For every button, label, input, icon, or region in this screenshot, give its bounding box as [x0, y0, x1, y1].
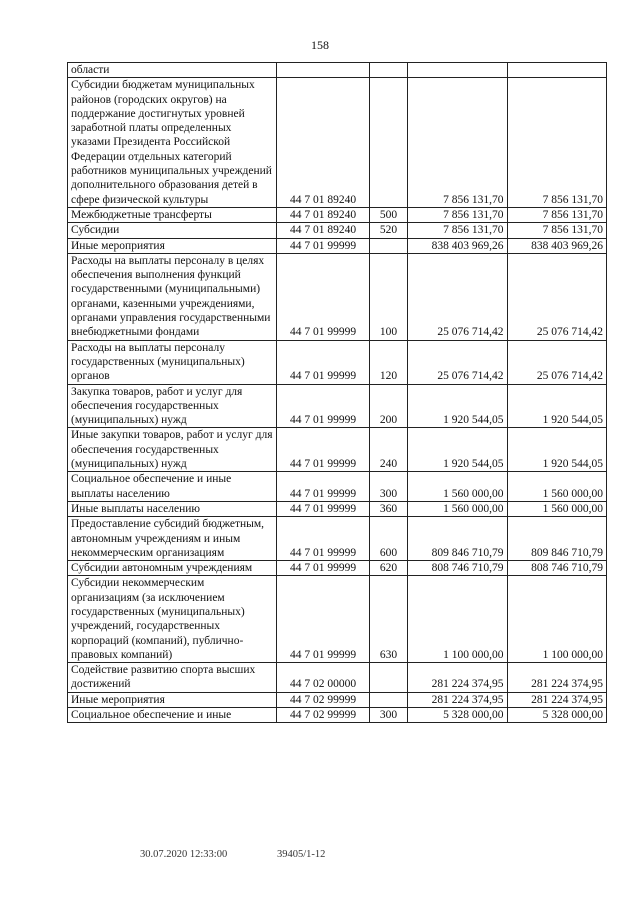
cell-amount-1: 1 920 544,05 — [408, 428, 508, 472]
table-row — [68, 238, 607, 253]
cell-type: 300 — [370, 472, 408, 502]
cell-type — [370, 692, 408, 707]
cell-amount-1: 808 746 710,79 — [408, 561, 508, 576]
cell-type: 300 — [370, 708, 408, 723]
cell-amount-2: 838 403 969,26 — [507, 238, 607, 253]
cell-type — [370, 238, 408, 253]
cell-code — [277, 63, 370, 78]
cell-amount-2: 1 560 000,00 — [507, 501, 607, 516]
cell-amount-2: 7 856 131,70 — [507, 78, 607, 208]
cell-name: Предоставление субсидий бюджетным, автономным учреждениям и иным некоммерческим организациям — [68, 517, 277, 561]
cell-amount-1: 281 224 374,95 — [408, 692, 508, 707]
cell-code: 44 7 01 89240 — [277, 223, 370, 238]
cell-type: 630 — [370, 576, 408, 663]
cell-amount-2: 1 100 000,00 — [507, 576, 607, 663]
cell-amount-2: 1 920 544,05 — [507, 384, 607, 428]
cell-name: Иные закупки товаров, работ и услуг для обеспечения государственных (муниципальных) нужд — [68, 428, 277, 472]
cell-amount-2: 1 560 000,00 — [507, 472, 607, 502]
cell-name: области — [68, 63, 277, 78]
cell-name: Субсидии — [68, 223, 277, 238]
cell-code: 44 7 01 99999 — [277, 340, 370, 384]
cell-code: 44 7 01 99999 — [277, 517, 370, 561]
table-row — [68, 517, 607, 561]
cell-type — [370, 63, 408, 78]
cell-amount-2: 25 076 714,42 — [507, 340, 607, 384]
cell-amount-1: 25 076 714,42 — [408, 340, 508, 384]
table-row — [68, 561, 607, 576]
cell-code: 44 7 01 99999 — [277, 472, 370, 502]
cell-type: 200 — [370, 384, 408, 428]
cell-type: 240 — [370, 428, 408, 472]
footer-doc-number: 39405/1-12 — [277, 849, 326, 860]
cell-type — [370, 663, 408, 693]
cell-amount-1: 7 856 131,70 — [408, 223, 508, 238]
cell-name: Иные мероприятия — [68, 238, 277, 253]
cell-amount-2: 7 856 131,70 — [507, 207, 607, 222]
table-row — [68, 472, 607, 502]
cell-code: 44 7 02 00000 — [277, 663, 370, 693]
cell-name: Содействие развитию спорта высших достижений — [68, 663, 277, 693]
cell-amount-2: 281 224 374,95 — [507, 663, 607, 693]
cell-code: 44 7 01 99999 — [277, 384, 370, 428]
cell-name: Иные мероприятия — [68, 692, 277, 707]
cell-amount-1 — [408, 63, 508, 78]
cell-name: Субсидии бюджетам муниципальных районов (городских округов) на поддержание достигнутых уровней заработной платы определенных указами Президента Российской Федерации отдельных категорий работников муниципальных учреждений дополнительного образования детей в сфере физической культуры — [68, 78, 277, 208]
cell-type — [370, 78, 408, 208]
cell-amount-2: 7 856 131,70 — [507, 223, 607, 238]
cell-amount-1: 1 560 000,00 — [408, 501, 508, 516]
cell-amount-1: 5 328 000,00 — [408, 708, 508, 723]
cell-amount-1: 281 224 374,95 — [408, 663, 508, 693]
table-row — [68, 576, 607, 663]
footer-datetime: 30.07.2020 12:33:00 — [140, 849, 228, 860]
cell-type: 500 — [370, 207, 408, 222]
cell-name: Субсидии некоммерческим организациям (за исключением государственных (муниципальных) учреждений, государственных корпораций (компаний), публично-правовых компаний) — [68, 576, 277, 663]
table-row — [68, 223, 607, 238]
cell-name: Иные выплаты населению — [68, 501, 277, 516]
budget-table — [67, 62, 607, 723]
page-number: 158 — [311, 38, 329, 52]
cell-type: 360 — [370, 501, 408, 516]
cell-amount-1: 7 856 131,70 — [408, 207, 508, 222]
cell-name: Субсидии автономным учреждениям — [68, 561, 277, 576]
table-row — [68, 253, 607, 340]
cell-name: Социальное обеспечение и иные выплаты населению — [68, 472, 277, 502]
cell-name: Межбюджетные трансферты — [68, 207, 277, 222]
cell-code: 44 7 01 99999 — [277, 428, 370, 472]
cell-code: 44 7 02 99999 — [277, 692, 370, 707]
cell-amount-1: 1 560 000,00 — [408, 472, 508, 502]
cell-amount-1: 838 403 969,26 — [408, 238, 508, 253]
cell-amount-2: 1 920 544,05 — [507, 428, 607, 472]
cell-amount-1: 1 100 000,00 — [408, 576, 508, 663]
cell-code: 44 7 01 89240 — [277, 78, 370, 208]
cell-amount-2: 809 846 710,79 — [507, 517, 607, 561]
cell-type: 100 — [370, 253, 408, 340]
cell-amount-2: 808 746 710,79 — [507, 561, 607, 576]
table-row — [68, 63, 607, 78]
cell-code: 44 7 01 99999 — [277, 561, 370, 576]
cell-amount-1: 809 846 710,79 — [408, 517, 508, 561]
table-row — [68, 428, 607, 472]
table-row — [68, 207, 607, 222]
cell-name: Закупка товаров, работ и услуг для обеспечения государственных (муниципальных) нужд — [68, 384, 277, 428]
cell-amount-2: 5 328 000,00 — [507, 708, 607, 723]
cell-type: 520 — [370, 223, 408, 238]
cell-code: 44 7 01 99999 — [277, 501, 370, 516]
table-row — [68, 384, 607, 428]
cell-code: 44 7 01 89240 — [277, 207, 370, 222]
table-row — [68, 78, 607, 208]
cell-code: 44 7 01 99999 — [277, 253, 370, 340]
cell-name: Расходы на выплаты персоналу государственных (муниципальных) органов — [68, 340, 277, 384]
cell-code: 44 7 01 99999 — [277, 238, 370, 253]
table-row — [68, 692, 607, 707]
cell-name: Расходы на выплаты персоналу в целях обеспечения выполнения функций государственными (муниципальными) органами, казенными учреждениями, органами управления государственными внебюджетными фондами — [68, 253, 277, 340]
cell-amount-1: 7 856 131,70 — [408, 78, 508, 208]
cell-amount-2 — [507, 63, 607, 78]
cell-amount-2: 281 224 374,95 — [507, 692, 607, 707]
cell-name: Социальное обеспечение и иные — [68, 708, 277, 723]
table-row — [68, 340, 607, 384]
cell-type: 600 — [370, 517, 408, 561]
table-row — [68, 708, 607, 723]
cell-amount-1: 1 920 544,05 — [408, 384, 508, 428]
cell-amount-1: 25 076 714,42 — [408, 253, 508, 340]
cell-type: 620 — [370, 561, 408, 576]
cell-amount-2: 25 076 714,42 — [507, 253, 607, 340]
cell-type: 120 — [370, 340, 408, 384]
cell-code: 44 7 02 99999 — [277, 708, 370, 723]
table-row — [68, 663, 607, 693]
table-row — [68, 501, 607, 516]
cell-code: 44 7 01 99999 — [277, 576, 370, 663]
